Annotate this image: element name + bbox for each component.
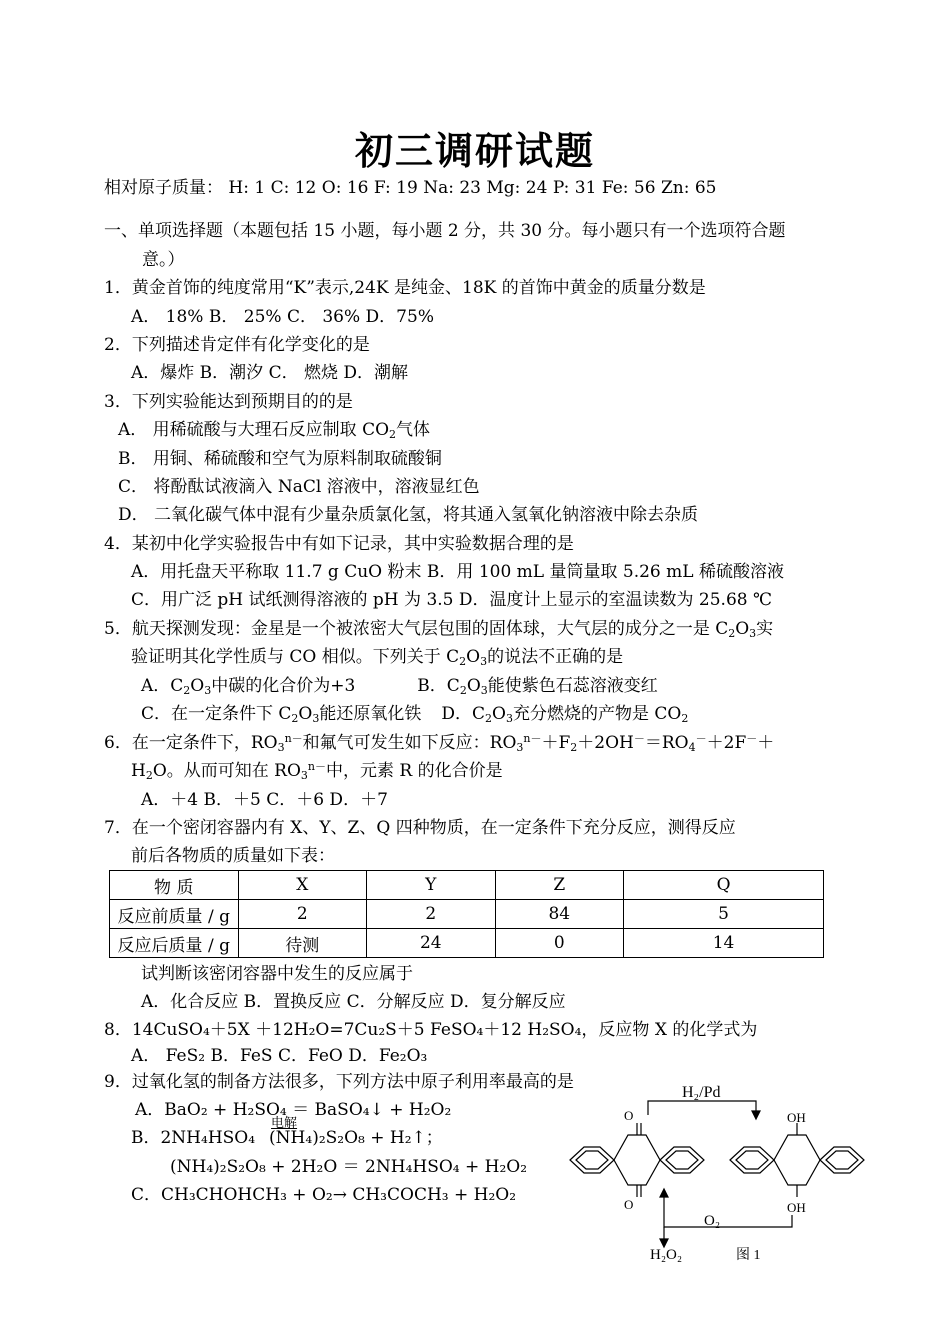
o-top-label: O xyxy=(624,1108,634,1123)
q5-stem-line1: 5．航天探测发现：金星是一个被浓密大气层包围的固体球，大气层的成分之一是 $C_2O_3$实 xyxy=(104,619,774,640)
q9-option-a: A．BaO₂ + H₂SO₄ ＝ BaSO₄↓ + H₂O₂ xyxy=(135,1100,452,1120)
section-heading-line2: 意。） xyxy=(142,250,185,270)
oxidation-arrow xyxy=(660,1189,792,1247)
q7-after-table: 试判断该密闭容器中发生的反应属于 xyxy=(141,964,413,984)
section-heading-line1: 一、单项选择题（本题包括 15 小题，每小题 2 分，共 30 分。每小题只有一个选项符合题 xyxy=(104,221,786,241)
q9-option-c: C．CH₃CHOHCH₃ + O₂→ CH₃COCH₃ + H₂O₂ xyxy=(131,1185,517,1205)
exam-title: 初三调研试题 xyxy=(354,128,595,173)
table-row xyxy=(110,871,824,900)
q1-options: A． 18% B． 25% C． 36% D．75% xyxy=(131,307,434,327)
mass-table xyxy=(109,870,824,958)
q9-option-b-line2: (NH₄)₂S₂O₈ + 2H₂O ＝ 2NH₄HSO₄ + H₂O₂ xyxy=(170,1157,528,1177)
q4-stem: 4．某初中化学实验报告中有如下记录，其中实验数据合理的是 xyxy=(104,534,574,554)
q2-stem: 2．下列描述肯定伴有化学变化的是 xyxy=(104,335,370,355)
anthraquinone-structure xyxy=(570,1123,704,1197)
q4-options-line1: A．用托盘天平称取 11.7 g CuO 粉末 B．用 100 mL 量筒量取 5.26 mL 稀硫酸溶液 xyxy=(131,562,784,582)
o2-label: O₂ xyxy=(704,1213,721,1229)
q7-stem-line1: 7．在一个密闭容器内有 X、Y、Z、Q 四种物质，在一定条件下充分反应，测得反应 xyxy=(104,818,736,838)
table-cell: X xyxy=(238,871,367,900)
q7-options: A．化合反应 B．置换反应 C．分解反应 D．复分解反应 xyxy=(141,992,566,1012)
h2o2-label: H₂O₂ xyxy=(650,1247,683,1263)
anthraquinone-cycle-figure xyxy=(560,1075,880,1265)
table-cell: Q xyxy=(624,871,824,900)
q4-options-line2: C．用广泛 pH 试纸测得溶液的 pH 为 3.5 D．温度计上显示的室温读数为 25.68 ℃ xyxy=(131,590,773,610)
table-cell: 反应前质量 / g xyxy=(110,900,239,929)
q7-stem-line2: 前后各物质的质量如下表： xyxy=(131,846,335,866)
q6-options: A．＋4 B．＋5 C．＋6 D．＋7 xyxy=(141,790,388,810)
table-cell: 24 xyxy=(367,929,496,958)
q9-option-b-line1: B．2NH₄HSO₄ 电解 (NH₄)₂S₂O₈ + H₂↑； xyxy=(131,1116,443,1148)
table-cell: Z xyxy=(495,871,624,900)
atomic-masses: 相对原子质量： H: 1 C: 12 O: 16 F: 19 Na: 23 Mg: 24 P: 31 Fe: 56 Zn: 65 xyxy=(104,178,717,198)
hydrogenation-arrow xyxy=(648,1101,760,1119)
table-row xyxy=(110,929,824,958)
oh-bottom-label: OH xyxy=(787,1200,806,1215)
table-cell: 0 xyxy=(495,929,624,958)
q5-options-ab: A．$C_2O_3$中碳的化合价为+3 B．$C_2O_3$能使紫色石蕊溶液变红 xyxy=(141,676,658,697)
q5-stem-line2: 验证明其化学性质与 CO 相似。下列关于 $C_2O_3$的说法不正确的是 xyxy=(131,647,624,668)
q2-options: A．爆炸 B．潮汐 C． 燃烧 D．潮解 xyxy=(131,363,409,383)
q3-stem: 3．下列实验能达到预期目的的是 xyxy=(104,392,353,412)
table-cell: 84 xyxy=(495,900,624,929)
table-cell: 反应后质量 / g xyxy=(110,929,239,958)
q3-option-d: D． 二氧化碳气体中混有少量杂质氯化氢，将其通入氢氧化钠溶液中除去杂质 xyxy=(118,505,699,525)
table-row xyxy=(110,900,824,929)
q3-option-b: B． 用铜、稀硫酸和空气为原料制取硫酸铜 xyxy=(118,449,442,469)
table-cell: 待测 xyxy=(238,929,367,958)
table-cell: 2 xyxy=(238,900,367,929)
q3-option-a: A． 用稀硫酸与大理石反应制取 $CO_2$气体 xyxy=(118,420,431,441)
q3-option-c: C． 将酚酞试液滴入 NaCl 溶液中，溶液显红色 xyxy=(118,477,480,497)
table-cell: 14 xyxy=(624,929,824,958)
q9-stem: 9．过氧化氢的制备方法很多，下列方法中原子利用率最高的是 xyxy=(104,1072,574,1092)
oh-top-label: OH xyxy=(787,1110,806,1125)
q5-options-cd: C．在一定条件下 $C_2O_3$能还原氧化铁 D．$C_2O_3$充分燃烧的产物是 $CO_2$ xyxy=(141,704,689,725)
q8-stem: 8．14CuSO₄＋5X ＋12H₂O=7Cu₂S＋5 FeSO₄＋12 H₂SO₄，反应物 X 的化学式为 xyxy=(104,1020,758,1040)
q8-options: A． FeS₂ B．FeS C．FeO D．Fe₂O₃ xyxy=(131,1046,428,1066)
electrolysis-condition: 电解 (NH₄)₂S₂O₈ + H₂↑； xyxy=(269,1116,443,1148)
table-cell: 5 xyxy=(624,900,824,929)
q6-stem-line2: $H_2O$。从而可知在 $RO_3^{n-}$中，元素 R 的化合价是 xyxy=(131,760,503,782)
table-cell: 物 质 xyxy=(110,871,239,900)
figure-caption: 图 1 xyxy=(736,1248,761,1263)
table-cell: Y xyxy=(367,871,496,900)
h2-pd-label: H₂/Pd xyxy=(682,1084,721,1101)
anthrahydroquinone-structure xyxy=(730,1123,864,1197)
q1-stem: 1．黄金首饰的纯度常用“K”表示,24K 是纯金、18K 的首饰中黄金的质量分数是 xyxy=(104,278,706,298)
q6-stem-line1: 6．在一定条件下，$RO_3^{n-}$和氟气可发生如下反应：$RO_3^{n-}+F_2+2OH^-=RO_4^-+2F^-+$ xyxy=(104,732,775,754)
o-bottom-label: O xyxy=(624,1197,634,1212)
table-cell: 2 xyxy=(367,900,496,929)
